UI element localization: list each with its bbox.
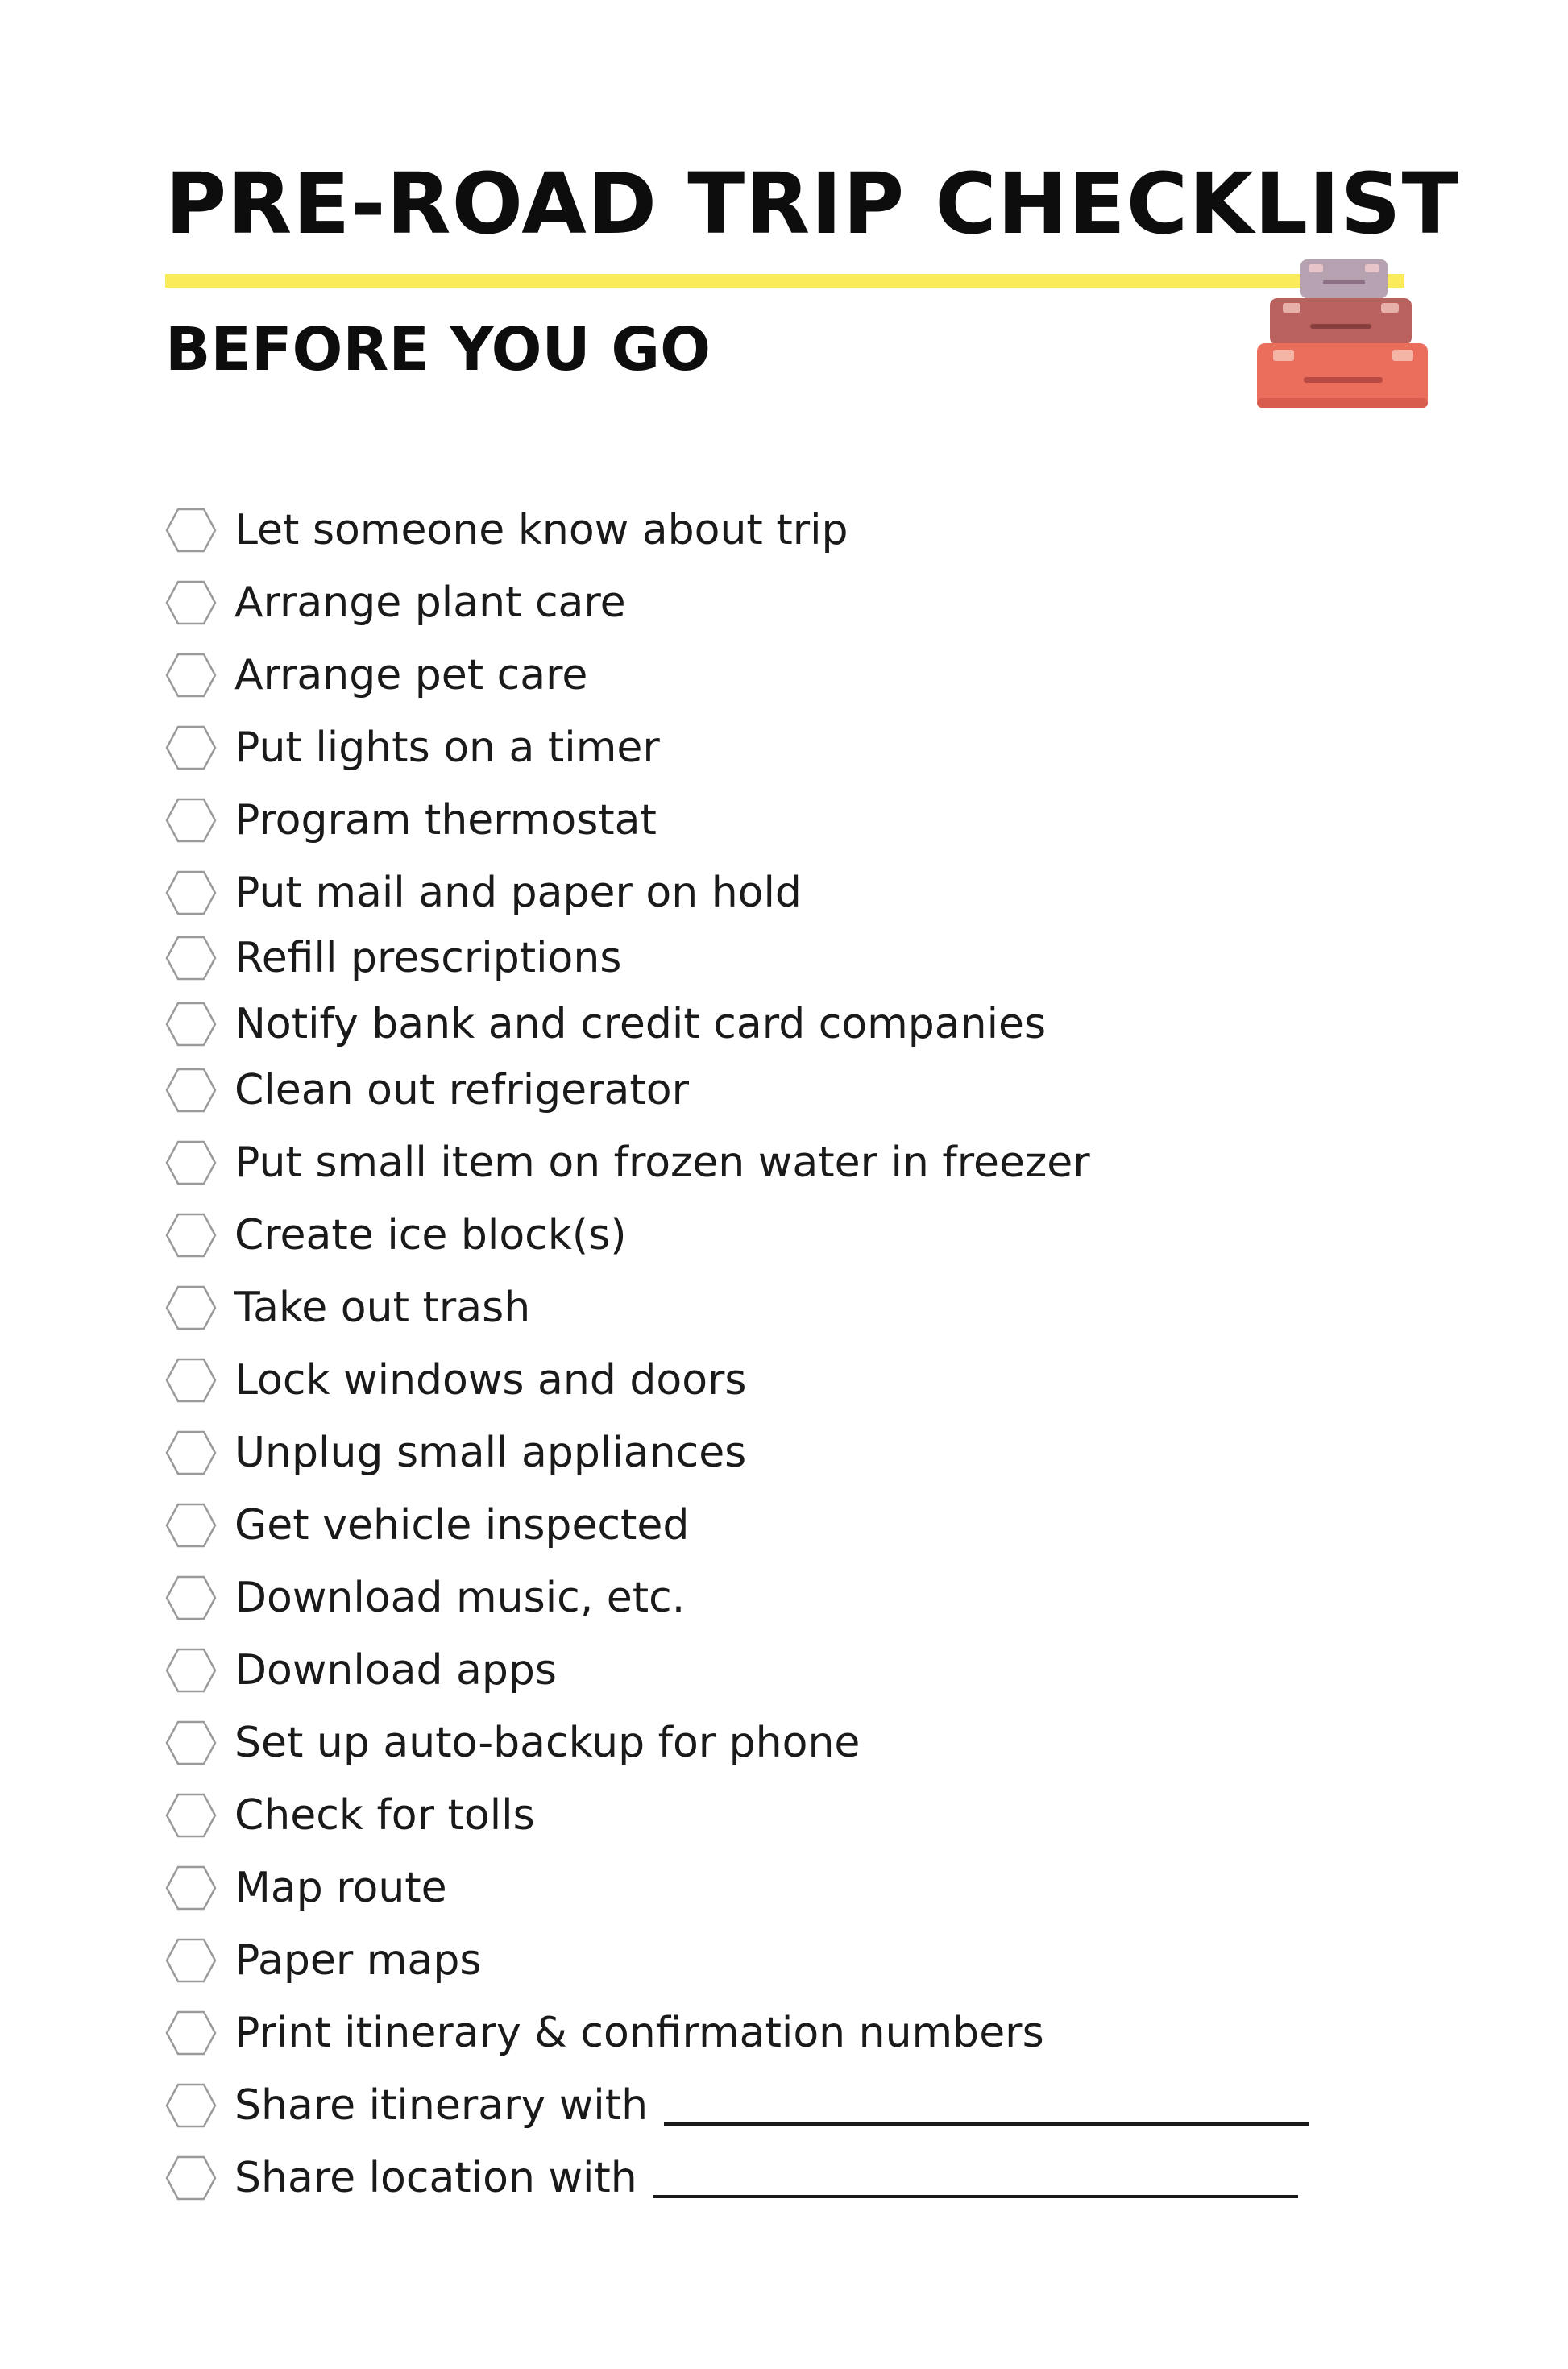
checklist-item-label: Arrange pet care — [234, 651, 588, 699]
checklist-item-label: Create ice block(s) — [234, 1211, 627, 1259]
hexagon-checkbox-icon[interactable] — [165, 1002, 217, 1047]
checklist-item-label: Clean out refrigerator — [234, 1066, 689, 1114]
checklist-item — [165, 1860, 447, 1916]
fill-in-blank-line[interactable] — [664, 2122, 1309, 2126]
hexagon-checkbox-icon[interactable] — [165, 2010, 217, 2056]
checklist-item-label: Unplug small appliances — [234, 1429, 747, 1477]
checklist-item — [165, 996, 1046, 1052]
checklist-item-label: Put mail and paper on hold — [234, 869, 802, 917]
section-heading: BEFORE YOU GO — [165, 315, 711, 384]
checklist-item — [165, 1280, 530, 1336]
checklist-item — [165, 792, 657, 848]
hexagon-checkbox-icon[interactable] — [165, 1648, 217, 1693]
checklist-item — [165, 1932, 481, 1989]
checklist-item-label: Get vehicle inspected — [234, 1501, 690, 1550]
hexagon-checkbox-icon[interactable] — [165, 1213, 217, 1258]
hexagon-checkbox-icon[interactable] — [165, 2083, 217, 2128]
checklist-item — [165, 1207, 627, 1263]
checklist-item — [165, 1787, 535, 1844]
checklist-item-label: Set up auto-backup for phone — [234, 1719, 861, 1767]
hexagon-checkbox-icon[interactable] — [165, 2155, 217, 2201]
checklist-item — [165, 575, 626, 631]
checklist-item-label: Program thermostat — [234, 796, 657, 844]
checklist-item — [165, 2005, 1044, 2061]
hexagon-checkbox-icon[interactable] — [165, 725, 217, 770]
checklist-item — [165, 1062, 689, 1118]
checklist-item — [165, 647, 587, 703]
hexagon-checkbox-icon[interactable] — [165, 1430, 217, 1475]
hexagon-checkbox-icon[interactable] — [165, 1068, 217, 1113]
checklist-item — [165, 2077, 1309, 2134]
checklist-item — [165, 502, 848, 558]
hexagon-checkbox-icon[interactable] — [165, 1938, 217, 1983]
hexagon-checkbox-icon[interactable] — [165, 1503, 217, 1548]
hexagon-checkbox-icon[interactable] — [165, 580, 217, 625]
hexagon-checkbox-icon[interactable] — [165, 798, 217, 843]
hexagon-checkbox-icon[interactable] — [165, 1140, 217, 1185]
checklist-item — [165, 1570, 685, 1626]
page-title: PRE-ROAD TRIP CHECKLIST — [165, 155, 1460, 253]
checklist-item-label: Download music, etc. — [234, 1574, 686, 1622]
checklist-item — [165, 2150, 1298, 2206]
checklist-item — [165, 720, 660, 776]
checklist-item-label: Check for tolls — [234, 1791, 535, 1840]
hexagon-checkbox-icon[interactable] — [165, 936, 217, 981]
checklist-item — [165, 1715, 860, 1771]
hexagon-checkbox-icon[interactable] — [165, 1358, 217, 1403]
checklist-item-label: Map route — [234, 1864, 447, 1912]
checklist-item — [165, 1135, 1090, 1191]
checklist-item — [165, 1497, 689, 1554]
hexagon-checkbox-icon[interactable] — [165, 1720, 217, 1765]
hexagon-checkbox-icon[interactable] — [165, 1793, 217, 1838]
checklist-item — [165, 865, 802, 921]
checklist-item-label: Notify bank and credit card companies — [234, 1000, 1047, 1048]
hexagon-checkbox-icon[interactable] — [165, 1575, 217, 1620]
checklist-item-label: Share location with — [234, 2154, 637, 2202]
checklist-item-label: Put small item on frozen water in freezer — [234, 1139, 1090, 1187]
checklist-item-label: Take out trash — [234, 1284, 531, 1332]
hexagon-checkbox-icon[interactable] — [165, 653, 217, 698]
checklist-item-label: Print itinerary & confirmation numbers — [234, 2009, 1044, 2057]
hexagon-checkbox-icon[interactable] — [165, 1285, 217, 1330]
checklist-item-label: Let someone know about trip — [234, 506, 848, 554]
checklist-item — [165, 1642, 557, 1699]
checklist-item-label: Share itinerary with — [234, 2081, 649, 2130]
hexagon-checkbox-icon[interactable] — [165, 1865, 217, 1911]
hexagon-checkbox-icon[interactable] — [165, 870, 217, 915]
checklist-item — [165, 1352, 746, 1409]
checklist-item-label: Arrange plant care — [234, 579, 626, 627]
checklist-item — [165, 1425, 746, 1481]
checklist-item-label: Lock windows and doors — [234, 1356, 747, 1404]
checklist-item-label: Refill prescriptions — [234, 934, 622, 982]
checklist — [165, 0, 1293, 2202]
fill-in-blank-line[interactable] — [653, 2195, 1298, 2198]
checklist-item — [165, 930, 621, 986]
checklist-item-label: Download apps — [234, 1646, 557, 1695]
hexagon-checkbox-icon[interactable] — [165, 508, 217, 553]
checklist-item-label: Paper maps — [234, 1936, 482, 1985]
checklist-item-label: Put lights on a timer — [234, 724, 660, 772]
